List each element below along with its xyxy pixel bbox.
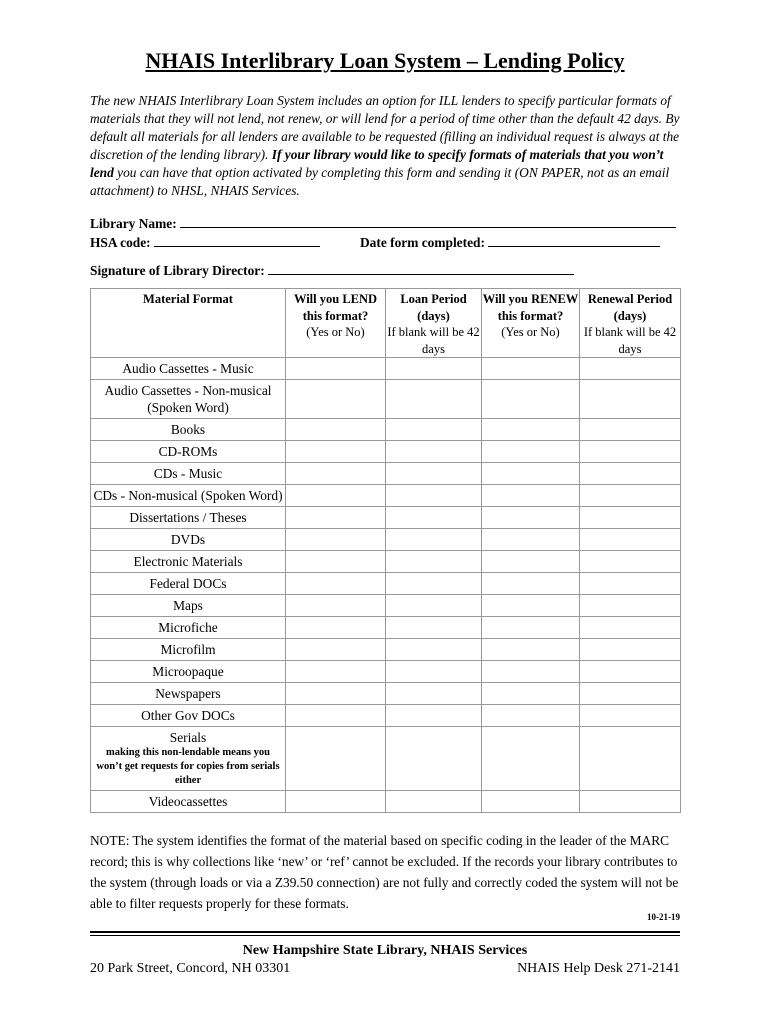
table-row: [91, 661, 681, 683]
loan-period-cell[interactable]: [386, 595, 482, 617]
lend-cell[interactable]: [286, 705, 386, 727]
header-lend: Will you LEND this format? (Yes or No): [286, 289, 386, 358]
table-row: [91, 617, 681, 639]
serials-note: making this non-lendable means you won’t get requests for copies from serials either: [96, 747, 280, 786]
loan-period-cell[interactable]: [386, 683, 482, 705]
renew-cell[interactable]: [482, 441, 580, 463]
table-row: [91, 551, 681, 573]
material-format-label: CDs - Non-musical (Spoken Word): [93, 488, 283, 503]
page-title: NHAIS Interlibrary Loan System – Lending Policy: [145, 48, 625, 73]
table-row: [91, 573, 681, 595]
renew-cell[interactable]: [482, 380, 580, 419]
material-format-label: Electronic Materials: [133, 554, 243, 569]
renewal-period-cell[interactable]: [580, 358, 681, 380]
table-header-row: [91, 289, 681, 358]
renew-cell[interactable]: [482, 617, 580, 639]
material-format-cell: [91, 358, 286, 380]
note-paragraph: NOTE: The system identifies the format of the material based on specific coding in the leader of the MARC record; this is why collections like ‘new’ or ‘ref’ cannot be excluded. If the records your library contributes to the system (through loads or via a Z39.50 connection) are not fully and correctly coded the system will not be able to filter requests properly for these formats.: [90, 833, 679, 911]
intro-text-1: The new NHAIS Interlibrary Loan System includes an option for ILL lenders to specify particular formats of materials that they will not lend, not renew, or will lend for a period of time other than the default 42 days. By default all materials for all lenders are available to be requested (filling an individual request is always at the discretion of the lending library).: [90, 93, 680, 162]
material-format-label: Microfilm: [160, 642, 216, 657]
loan-period-cell[interactable]: [386, 551, 482, 573]
loan-period-cell[interactable]: [386, 639, 482, 661]
material-format-label: Federal DOCs: [149, 576, 227, 591]
table-row: [91, 683, 681, 705]
material-format-label: Dissertations / Theses: [129, 510, 247, 525]
loan-period-cell[interactable]: [386, 529, 482, 551]
loan-period-cell[interactable]: [386, 358, 482, 380]
renewal-period-cell[interactable]: [580, 419, 681, 441]
table-row: [91, 485, 681, 507]
date-completed-row: [360, 234, 660, 251]
lend-cell[interactable]: [286, 595, 386, 617]
renew-cell[interactable]: [482, 639, 580, 661]
lend-cell[interactable]: [286, 661, 386, 683]
lend-cell[interactable]: [286, 358, 386, 380]
material-format-cell: [91, 485, 286, 507]
table-row: [91, 463, 681, 485]
loan-period-cell[interactable]: [386, 441, 482, 463]
footer-divider: [90, 931, 680, 933]
table-row: [91, 639, 681, 661]
lend-cell[interactable]: [286, 617, 386, 639]
renew-cell[interactable]: [482, 358, 580, 380]
material-format-cell: [91, 683, 286, 705]
signature-field[interactable]: [268, 262, 574, 275]
lend-cell[interactable]: [286, 551, 386, 573]
header-renewal-period: Renewal Period (days) If blank will be 42 days: [580, 289, 681, 358]
lend-cell[interactable]: [286, 463, 386, 485]
date-completed-field[interactable]: [488, 234, 660, 247]
date-completed-label: Date form completed:: [360, 235, 485, 250]
renew-cell[interactable]: [482, 485, 580, 507]
renewal-period-cell[interactable]: [580, 507, 681, 529]
loan-period-cell[interactable]: [386, 485, 482, 507]
lend-cell[interactable]: [286, 529, 386, 551]
header-loan-period: Loan Period (days) If blank will be 42 days: [386, 289, 482, 358]
signature-label: Signature of Library Director:: [90, 263, 265, 278]
lend-cell[interactable]: [286, 639, 386, 661]
intro-text-2: you can have that option activated by completing this form and sending it (ON PAPER, not as an email attachment) to NHSL, NHAIS Services.: [90, 165, 670, 198]
hsa-code-label: HSA code:: [90, 235, 151, 250]
hsa-code-field[interactable]: [154, 234, 320, 247]
table-row: [91, 380, 681, 419]
renew-cell[interactable]: [482, 507, 580, 529]
renew-cell[interactable]: [482, 791, 580, 813]
material-format-label: DVDs: [170, 532, 206, 547]
renewal-period-cell[interactable]: [580, 727, 681, 791]
lend-cell[interactable]: [286, 485, 386, 507]
material-format-label: Microfiche: [158, 620, 218, 635]
material-format-label: Audio Cassettes - Non-musical (Spoken Word): [104, 383, 272, 415]
hsa-code-row: [90, 234, 320, 251]
table-row: [91, 727, 681, 791]
renewal-period-cell[interactable]: [580, 529, 681, 551]
loan-period-cell[interactable]: [386, 419, 482, 441]
footer-divider-thin: [90, 935, 680, 936]
loan-period-cell[interactable]: [386, 507, 482, 529]
library-name-row: [90, 215, 676, 232]
table-row: [91, 507, 681, 529]
footer-organization: New Hampshire State Library, NHAIS Services: [242, 943, 528, 958]
lend-cell[interactable]: [286, 573, 386, 595]
footer-address: 20 Park Street, Concord, NH 03301: [90, 961, 291, 976]
renew-cell[interactable]: [482, 529, 580, 551]
material-format-label: Audio Cassettes - Music: [122, 361, 254, 376]
renewal-period-cell[interactable]: [580, 573, 681, 595]
loan-period-cell[interactable]: [386, 463, 482, 485]
renewal-period-cell[interactable]: [580, 380, 681, 419]
renewal-period-cell[interactable]: [580, 683, 681, 705]
footer-helpdesk: NHAIS Help Desk 271-2141: [517, 961, 680, 976]
material-format-cell: [91, 661, 286, 683]
material-format-cell: [91, 441, 286, 463]
renew-cell[interactable]: [482, 573, 580, 595]
renewal-period-cell[interactable]: [580, 441, 681, 463]
renewal-period-cell[interactable]: [580, 639, 681, 661]
material-format-label: CDs - Music: [153, 466, 223, 481]
signature-row: [90, 262, 574, 279]
renew-cell[interactable]: [482, 419, 580, 441]
material-format-cell: [91, 573, 286, 595]
material-format-cell: [91, 727, 286, 791]
material-format-label: Maps: [173, 598, 203, 613]
table-row: [91, 358, 681, 380]
material-format-cell: [91, 791, 286, 813]
library-name-field[interactable]: [180, 215, 676, 228]
material-format-cell: [91, 380, 286, 419]
material-format-cell: [91, 595, 286, 617]
lend-cell[interactable]: [286, 441, 386, 463]
intro-paragraph: [90, 92, 682, 200]
intro-bold-text: If your library would like to specify formats of materials that you won’t lend: [90, 147, 664, 180]
renew-cell[interactable]: [482, 727, 580, 791]
lend-cell[interactable]: [286, 727, 386, 791]
revision-date: 10-21-19: [647, 912, 680, 922]
lend-cell[interactable]: [286, 419, 386, 441]
material-format-label: Videocassettes: [148, 794, 228, 809]
table-row: [91, 595, 681, 617]
material-format-label: CD-ROMs: [158, 444, 218, 459]
renewal-period-cell[interactable]: [580, 791, 681, 813]
material-format-cell: [91, 507, 286, 529]
lend-cell[interactable]: [286, 507, 386, 529]
material-format-label: Other Gov DOCs: [141, 708, 235, 723]
material-format-cell: [91, 639, 286, 661]
renewal-period-cell[interactable]: [580, 661, 681, 683]
material-format-cell: [91, 529, 286, 551]
loan-period-cell[interactable]: [386, 705, 482, 727]
loan-period-cell[interactable]: [386, 617, 482, 639]
table-row: [91, 705, 681, 727]
material-format-cell: [91, 617, 286, 639]
renew-cell[interactable]: [482, 705, 580, 727]
lend-cell[interactable]: [286, 380, 386, 419]
renewal-period-cell[interactable]: [580, 485, 681, 507]
material-format-cell: [91, 419, 286, 441]
renewal-period-cell[interactable]: [580, 595, 681, 617]
renewal-period-cell[interactable]: [580, 705, 681, 727]
material-format-label: Microopaque: [152, 664, 224, 679]
renewal-period-cell[interactable]: [580, 463, 681, 485]
loan-period-cell[interactable]: [386, 573, 482, 595]
loan-period-cell[interactable]: [386, 661, 482, 683]
renew-cell[interactable]: [482, 463, 580, 485]
renew-cell[interactable]: [482, 661, 580, 683]
lend-cell[interactable]: [286, 683, 386, 705]
loan-period-cell[interactable]: [386, 727, 482, 791]
loan-period-cell[interactable]: [386, 791, 482, 813]
table-row: [91, 791, 681, 813]
material-format-label: Serials: [169, 730, 207, 745]
header-material-format: Material Format: [91, 289, 286, 358]
table-row: [91, 529, 681, 551]
renew-cell[interactable]: [482, 595, 580, 617]
renewal-period-cell[interactable]: [580, 617, 681, 639]
renew-cell[interactable]: [482, 683, 580, 705]
lend-cell[interactable]: [286, 791, 386, 813]
material-format-label: Books: [170, 422, 206, 437]
material-format-cell: [91, 705, 286, 727]
material-format-cell: [91, 463, 286, 485]
material-format-cell: [91, 551, 286, 573]
lending-policy-table: [90, 288, 681, 813]
loan-period-cell[interactable]: [386, 380, 482, 419]
renewal-period-cell[interactable]: [580, 551, 681, 573]
table-row: [91, 419, 681, 441]
library-name-label: Library Name:: [90, 216, 177, 231]
material-format-label: Newspapers: [155, 686, 221, 701]
header-renew: Will you RENEW this format? (Yes or No): [482, 289, 580, 358]
renew-cell[interactable]: [482, 551, 580, 573]
table-row: [91, 441, 681, 463]
